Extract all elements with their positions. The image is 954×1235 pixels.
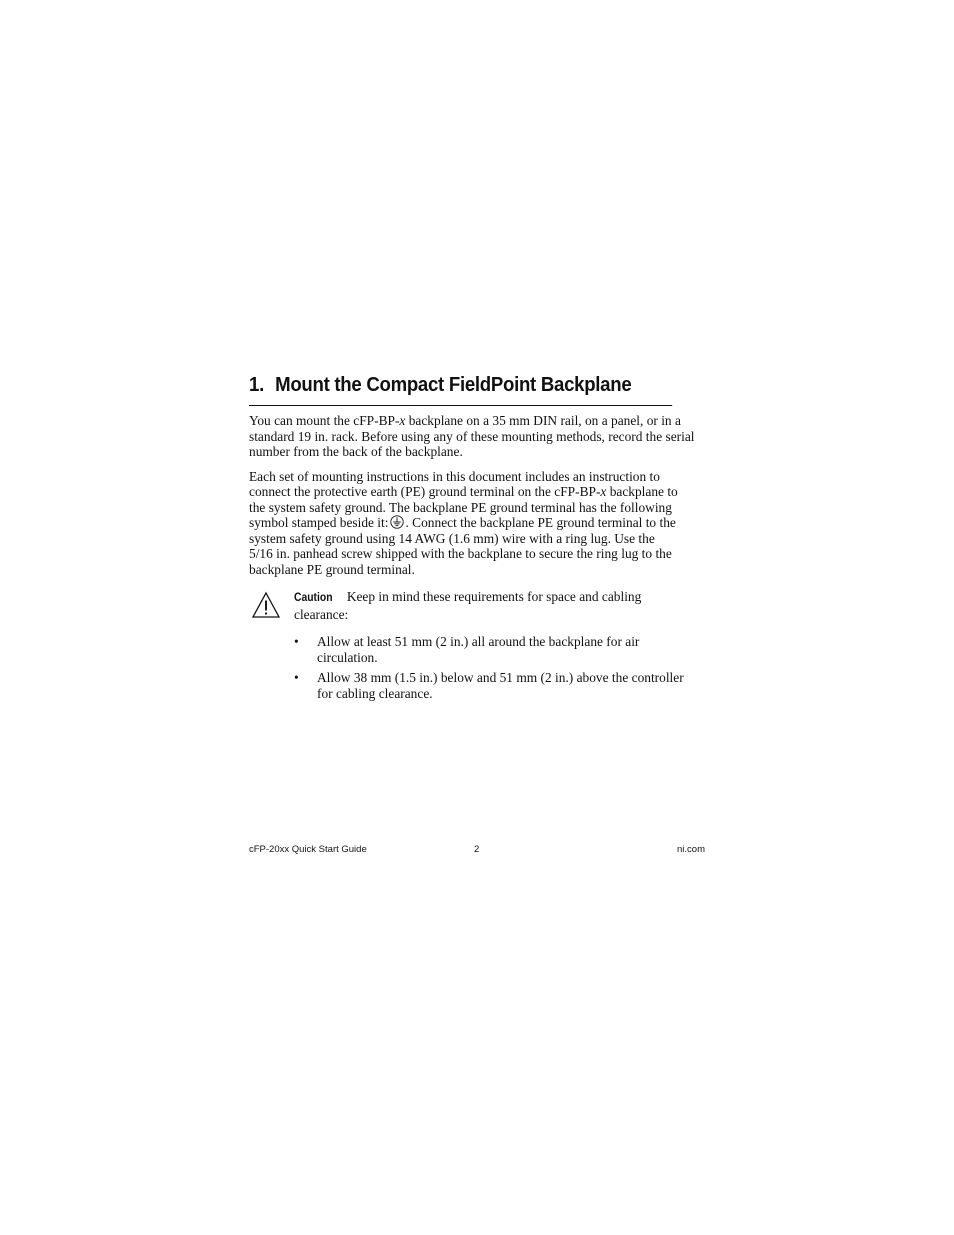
text-line: standard 19 in. rack. Before using any of these mounting methods, record the serial [249,428,695,444]
text-line: backplane PE ground terminal. [249,561,415,577]
section-title: Mount the Compact FieldPoint Backplane [275,374,632,396]
italic-variable: x [600,484,607,499]
text-span: . Connect the backplane PE ground terminal to the [405,515,676,530]
text-line: system safety ground using 14 AWG (1.6 mm) wire with a ring lug. Use the [249,530,655,546]
caution-note [249,589,704,623]
caution-label: Caution [294,592,333,604]
footer-website: ni.com [677,844,705,855]
text-line: for cabling clearance. [317,685,433,701]
section-heading [249,370,672,406]
text-line: Allow at least 51 mm (2 in.) all around the backplane for air [317,634,640,649]
ground-paragraph [249,469,704,578]
intro-paragraph [249,413,704,460]
footer-document-title: cFP-20xx Quick Start Guide [249,844,367,855]
text-line: Allow 38 mm (1.5 in.) below and 51 mm (2 in.) above the controller [317,670,684,685]
footer-page-number: 2 [474,844,480,855]
text-span: symbol stamped beside it: [249,515,389,530]
section-number: 1. [249,374,264,396]
text-span: Keep in mind these requirements for space and cabling [346,589,642,604]
warning-triangle-icon [251,591,281,619]
text-line [294,589,704,607]
text-line: 5/16 in. panhead screw shipped with the backplane to secure the ring lug to the [249,546,672,561]
text-line: Each set of mounting instructions in this document includes an instruction to [249,468,660,484]
bullet-mark: • [294,634,299,649]
list-item [249,634,704,665]
text-line [249,413,704,429]
text-line: the system safety ground. The backplane PE ground terminal has the following [249,499,672,515]
text-line: clearance: [294,606,349,622]
caution-text [294,589,704,622]
text-span: backplane to [606,484,678,499]
page-content [249,370,704,706]
requirements-list [249,634,704,701]
text-line: number from the back of the backplane. [249,444,463,459]
text-line [249,484,704,500]
text-span: You can mount the cFP-BP- [249,413,400,428]
text-line [249,515,704,531]
protective-earth-ground-icon [390,515,404,529]
bullet-mark: • [294,670,299,685]
text-line: circulation. [317,649,378,665]
text-span: backplane on a 35 mm DIN rail, on a panel, or in a [405,413,681,428]
text-span: connect the protective earth (PE) ground terminal on the cFP-BP- [249,484,601,499]
page-footer [249,844,705,856]
italic-variable: x [399,413,406,428]
list-item [249,670,704,701]
